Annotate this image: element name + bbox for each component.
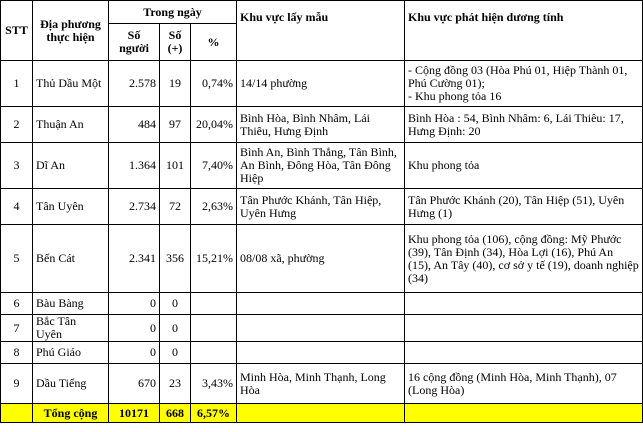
stt-cell: 9 <box>1 364 33 404</box>
positive-cell: 72 <box>160 189 191 225</box>
locality-cell: Bắc Tân Uyên <box>33 315 109 342</box>
percent-cell: 3,43% <box>191 364 237 404</box>
locality-cell: Dầu Tiếng <box>33 364 109 404</box>
people-cell: 2.341 <box>109 225 160 293</box>
positive-cell: 23 <box>160 364 191 404</box>
people-cell: 0 <box>109 315 160 342</box>
locality-cell: Bến Cát <box>33 225 109 293</box>
percent-cell: 0,74% <box>191 61 237 107</box>
stt-cell: 7 <box>1 315 33 342</box>
percent-cell: 2,63% <box>191 189 237 225</box>
percent-cell: 15,21% <box>191 225 237 293</box>
stt-cell: 3 <box>1 143 33 189</box>
percent-cell <box>191 293 237 315</box>
table-row <box>1 189 643 225</box>
detection-area-cell <box>405 293 643 315</box>
total-people: 10171 <box>109 404 160 423</box>
header-locality: Địa phương thực hiện <box>33 1 109 61</box>
stt-cell: 2 <box>1 107 33 143</box>
detection-area-cell <box>405 315 643 342</box>
locality-cell: Tân Uyên <box>33 189 109 225</box>
detection-area-cell: 16 cộng đồng (Minh Hòa, Minh Thạnh), 07 (Long Hòa) <box>405 364 643 404</box>
sampling-area-cell: Tân Phước Khánh, Tân Hiệp, Uyên Hưng <box>237 189 405 225</box>
header-detection-area: Khu vực phát hiện dương tính <box>405 1 643 61</box>
table-row <box>1 293 643 315</box>
sampling-area-cell: 08/08 xã, phường <box>237 225 405 293</box>
detection-area-cell: Khu phong tỏa (106), cộng đồng: Mỹ Phước (39), Tân Định (34), Hòa Lợi (16), Phú An (15), An Tây (40), cơ sở y tế (19), doanh nghiệp (34) <box>405 225 643 293</box>
locality-cell: Bàu Bàng <box>33 293 109 315</box>
detection-area-cell: Khu phong tỏa <box>405 143 643 189</box>
stt-cell: 5 <box>1 225 33 293</box>
people-cell: 484 <box>109 107 160 143</box>
people-cell: 2.578 <box>109 61 160 107</box>
positive-cell: 0 <box>160 315 191 342</box>
positive-cell: 97 <box>160 107 191 143</box>
positive-cell: 101 <box>160 143 191 189</box>
detection-area-cell: - Cộng đồng 03 (Hòa Phú 01, Hiệp Thành 01, Phú Cường 01); - Khu phong tỏa 16 <box>405 61 643 107</box>
sampling-area-cell: 14/14 phường <box>237 61 405 107</box>
header-sampling-area: Khu vực lấy mẫu <box>237 1 405 61</box>
table-row <box>1 107 643 143</box>
total-stt-cell <box>1 404 33 423</box>
table-row <box>1 342 643 364</box>
percent-cell: 20,04% <box>191 107 237 143</box>
people-cell: 1.364 <box>109 143 160 189</box>
locality-cell: Thủ Dầu Một <box>33 61 109 107</box>
table-row <box>1 315 643 342</box>
sampling-area-cell <box>237 315 405 342</box>
table-row <box>1 364 643 404</box>
sampling-area-cell <box>237 293 405 315</box>
total-positive: 668 <box>160 404 191 423</box>
percent-cell <box>191 315 237 342</box>
total-detection-cell <box>405 404 643 423</box>
people-cell: 670 <box>109 364 160 404</box>
locality-cell: Thuận An <box>33 107 109 143</box>
people-cell: 0 <box>109 293 160 315</box>
locality-cell: Phú Giáo <box>33 342 109 364</box>
header-sample-count: Số người <box>109 24 160 61</box>
table-body <box>1 61 643 404</box>
positive-cell: 0 <box>160 293 191 315</box>
stt-cell: 6 <box>1 293 33 315</box>
detection-area-cell <box>405 342 643 364</box>
header-stt: STT <box>1 1 33 61</box>
locality-cell: Dĩ An <box>33 143 109 189</box>
percent-cell <box>191 342 237 364</box>
stt-cell: 1 <box>1 61 33 107</box>
detection-area-cell: Bình Hòa : 54, Bình Nhâm: 6, Lái Thiêu: 17, Hưng Định: 20 <box>405 107 643 143</box>
stt-cell: 4 <box>1 189 33 225</box>
sampling-area-cell: Bình Hòa, Bình Nhâm, Lái Thiêu, Hưng Định <box>237 107 405 143</box>
sampling-area-cell: Minh Hòa, Minh Thạnh, Long Hòa <box>237 364 405 404</box>
total-row <box>1 404 643 423</box>
table-row <box>1 61 643 107</box>
sampling-area-cell <box>237 342 405 364</box>
header-positive: Số (+) <box>160 24 191 61</box>
positive-cell: 356 <box>160 225 191 293</box>
total-sampling-cell <box>237 404 405 423</box>
stt-cell: 8 <box>1 342 33 364</box>
header-percent: % <box>191 24 237 61</box>
table-row <box>1 225 643 293</box>
detection-area-cell: Tân Phước Khánh (20), Tân Hiệp (51), Uyên Hưng (1) <box>405 189 643 225</box>
people-cell: 0 <box>109 342 160 364</box>
positive-cell: 19 <box>160 61 191 107</box>
total-label: Tổng cộng <box>33 404 109 423</box>
table-row <box>1 143 643 189</box>
positive-cell: 0 <box>160 342 191 364</box>
header-row-top <box>1 1 643 24</box>
header-in-day: Trong ngày <box>109 1 237 24</box>
percent-cell: 7,40% <box>191 143 237 189</box>
sampling-area-cell: Bình An, Bình Thắng, Tân Bình, An Bình, Đông Hòa, Tân Đông Hiệp <box>237 143 405 189</box>
total-percent: 6,57% <box>191 404 237 423</box>
people-cell: 2.734 <box>109 189 160 225</box>
